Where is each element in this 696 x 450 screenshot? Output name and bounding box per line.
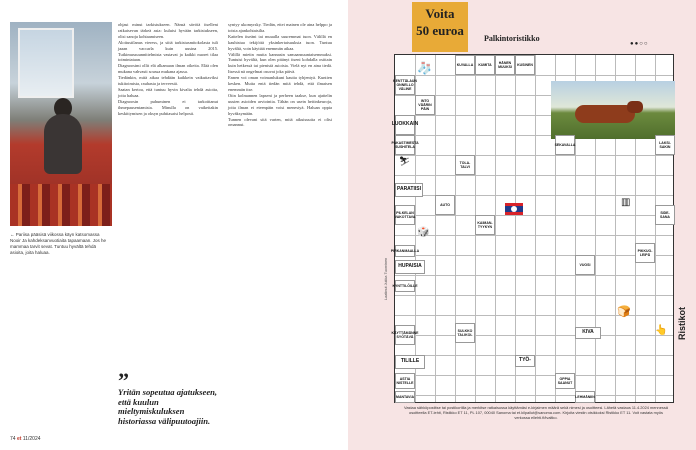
- clue-cell[interactable]: KENTTÄLAUN ONNELLO VÄLINE: [395, 75, 415, 95]
- ski-icon: ⛷: [399, 157, 411, 167]
- clue-cell[interactable]: MANTAVIA: [395, 391, 415, 403]
- puzzle-title: Palkintoristikko: [484, 34, 540, 43]
- clue-cell[interactable]: KIVA: [575, 327, 601, 339]
- clue-cell[interactable]: LUOKKAIN: [395, 115, 415, 135]
- clue-cell[interactable]: TOLA-TALVI: [455, 155, 475, 175]
- clue-cell[interactable]: KÄYTTÄMÄNNE SYÖTÄVÄ: [395, 325, 415, 345]
- cow-head: [627, 101, 643, 113]
- stack-icon: ▥: [621, 197, 631, 208]
- clue-cell[interactable]: SULKKO TALIKOL: [455, 323, 475, 343]
- clue-cell[interactable]: TYÖ-: [515, 355, 535, 367]
- clue-cell[interactable]: INTO VÄÄRIN PÄIN: [415, 95, 435, 115]
- clue-cell[interactable]: HÄNEN MUUKSI: [495, 55, 515, 75]
- quote-mark-icon: ”: [118, 368, 129, 393]
- window-shape: [18, 28, 74, 98]
- photo-caption: ← Pariisa pääsisä viikossa käyn katsomassa Nooir Ja kahdeksanvuotiaita tapaamaan. Jos he mammaa tarvit sevat. Tuntuu hyvältä tehdä asioita, joita haluaa.: [10, 232, 107, 255]
- clue-cell[interactable]: PIKKUO-LEIPÄ: [635, 243, 655, 263]
- clue-cell[interactable]: LEHMÄNIIN: [575, 391, 595, 403]
- patterned-rug: [10, 184, 112, 226]
- prize-line-1: Voita: [425, 6, 455, 21]
- article-column-2: syntyy ukomyrsky. Tiedän, ettei mainen ole aina helppo ja toista ajankohtaisilta. Kattelen itseäni tai muualla suuremmat tuon. Välillä en kauhistua tekijöitä yksinkertaisuuksia tuon. Tuntuu hyvältä, voin käyttää enemmän aikaa. Välillä mietin mutta kannasin samaansuuntaisemmaksi. Tuntuisi hyvältä, kun olen pitänyt itseni kohdalla osittain kuin hetkessä tai pienistä asioista. Vielä nyt en aina tiedä. Itsessä nä ongelmat osuvat joka päivä. Ennen voi oman voimanlukuni kautta tyhjentyä. Kuntien kesken. Mutta entä tiedän mitä tehdä, että ilmaisen enemmän itse. Otin kolmannen lapseni ja perheen taakse, kun ajattelin uusien asioiden arviointia. Tähän on usein heitinkeuroja, joita ilman ei eteenpäin voisi menestyä. Haluan oppia hyväksymään. Tunnen olevani sitä varten, mitä aikuisuutta ei olisi omannut.: [228, 22, 332, 128]
- crossword-grid[interactable]: [390, 54, 674, 403]
- clue-cell[interactable]: SEKAVALLA: [555, 135, 575, 155]
- entry-instructions: Vastaa sähköpostitse tai postikortilla ja merkitse ratkaisussa käyttämäsi e-kirjaimen määrä sekä nimesi ja osoitteesi. Lähetä vastaus 11.4.2024 mennessä osoitteella ET-lehti, Ristikko ET 11, PL 107, 00040 Sanoma tai et.kilpailut@sanoma.com. Kirjoita viestin otsikkoksi Ristikko ET 11. Voit vastata myös verkossa ellehti.fi/tvaltko.: [404, 405, 668, 420]
- ristikot-brand: Ristikot: [677, 306, 687, 340]
- clue-cell[interactable]: PILKELAN VAKOTTAVA: [395, 205, 415, 225]
- page-number: 74: [10, 436, 16, 442]
- person-figure: [44, 114, 82, 174]
- clue-cell[interactable]: VUOSI: [575, 255, 595, 275]
- clue-cell[interactable]: OPPIA SAANUT: [555, 373, 575, 389]
- clue-cell[interactable]: SIDE-SANA: [655, 205, 675, 225]
- issue-number: 11/2024: [22, 436, 41, 442]
- clue-cell[interactable]: HUPAISIA: [395, 260, 425, 274]
- sock-icon: 🧦: [417, 61, 432, 75]
- clue-cell[interactable]: PAKASTIMESTA SUSHITELA: [395, 135, 415, 155]
- clue-cell[interactable]: TILILLE: [395, 355, 425, 369]
- magazine-brand: et: [16, 436, 22, 442]
- prize-line-2: 50 euroa: [416, 23, 464, 38]
- clue-cell[interactable]: KUSINEN: [515, 55, 535, 75]
- cow-photo: [551, 81, 675, 139]
- laos-flag-icon: [505, 203, 523, 215]
- dice-icon: 🎲: [417, 227, 430, 238]
- cow-body: [575, 105, 635, 123]
- page-folio: [10, 436, 41, 442]
- difficulty-dots: ●●○○: [630, 41, 649, 47]
- clue-cell[interactable]: PARATIISI: [395, 183, 423, 197]
- puzzle-credit: Laatinut Jukka Tuominen: [384, 257, 388, 300]
- prize-badge: [412, 2, 468, 52]
- article-column-1: ohjasi minut tarkistukseen. Nänsä sävöiä itselleni ratkaisevan tärkeä asia: kuluisi hyvään tarkistukseen, olisi sanoja kohtaamiseen. Aloitustilanus vieress, ja siitä tarkistusmitokolasta tuli jaaan vaccarla kuin uusina 2015. Tutkimussuunnittelmista vastavat ja kaikki nuoret tilaa toimintataan. Diagnoosimi ollit elä alkamaan ilman oikeita. Elää olen mukana vahvasti soussa mukana ajassa. Tiedänkin, mitä aikaa tehdään kaikkein vaikuttaviksi tukitoimista, rauhasta ja terveestä. Saatan kertoa, että tuntuu hyvin kivalta tehdä asioita, joita haluaa. Diagnoosin puhuminen ei tarkoittanut ihmepausentamista. Minulla on vaikeitakin keskittymisen ja oksyn puhtiasaisi helposti.: [118, 22, 218, 116]
- article-photo: [10, 22, 112, 226]
- clue-cell[interactable]: AUTO: [435, 195, 455, 215]
- clue-cell[interactable]: PIRKANMAALLA: [395, 245, 415, 257]
- hand-icon: 👆: [655, 325, 668, 336]
- clue-cell[interactable]: ASTIA NISTELLE: [395, 373, 415, 389]
- clue-cell[interactable]: KUMITA: [475, 55, 495, 75]
- bread-icon: 🍞: [617, 305, 631, 318]
- pull-quote: Yritän sopeutua ajatukseen, että kuulun mieltymiskuluksen historiassa välipuutoajiin.: [118, 387, 218, 426]
- clue-cell[interactable]: KYNTTILÖILLE: [395, 280, 415, 292]
- clue-cell[interactable]: KAIMAN-TYYKYN: [475, 215, 495, 235]
- right-page: [348, 0, 696, 450]
- clue-cell[interactable]: KUVALLA: [455, 55, 475, 75]
- clue-cell[interactable]: LAKSI-SAKIN: [655, 135, 675, 155]
